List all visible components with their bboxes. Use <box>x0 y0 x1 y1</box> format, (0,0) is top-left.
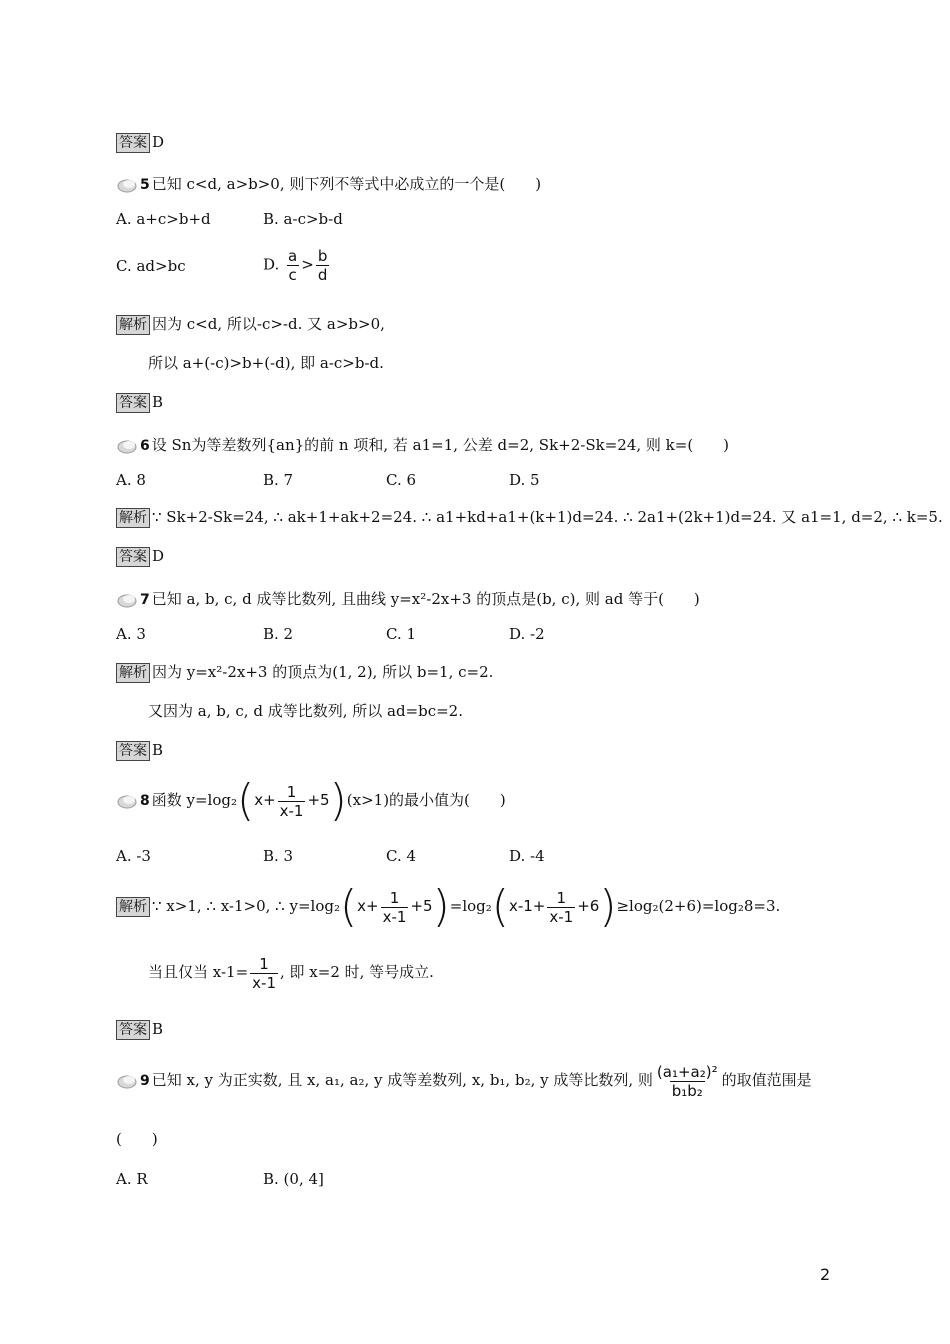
analysis-text-pre: ∵ x>1, ∴ x-1>0, ∴ y=log₂ <box>152 897 340 915</box>
analysis-tag: 解析 <box>116 663 150 683</box>
expr-part: +6 <box>577 897 600 915</box>
analysis-q6 <box>116 506 943 528</box>
answer-row-q6 <box>116 545 164 567</box>
question-9-paren: ( ) <box>116 1130 158 1148</box>
fraction-b-over-d: $\frac{b}{d}$ <box>317 247 328 284</box>
right-paren: ) <box>432 881 450 932</box>
analysis-tag: 解析 <box>116 508 150 528</box>
answer-value: B <box>152 393 164 411</box>
analysis-tag: 解析 <box>116 315 150 335</box>
question-5-stem <box>116 173 541 196</box>
analysis-tag: 解析 <box>116 897 150 917</box>
option-b: B. 2 <box>263 625 294 643</box>
analysis-q5-line2: 所以 a+(-c)>b+(-d), 即 a-c>b-d. <box>148 354 384 372</box>
question-text: 设 Sn为等差数列{an}的前 n 项和, 若 a1=1, 公差 d=2, Sk+2-Sk=24, 则 k=( ) <box>151 436 730 454</box>
expr-part: x+ <box>254 791 276 809</box>
greater-sign: > <box>301 255 314 274</box>
option-a: A. 3 <box>116 625 146 643</box>
answer-row-q7 <box>116 739 163 761</box>
expr-part: x+ <box>357 897 379 915</box>
question-number: 8 <box>140 793 150 809</box>
answer-tag: 答案 <box>116 133 150 153</box>
analysis-q7-line2: 又因为 a, b, c, d 成等比数列, 所以 ad=bc=2. <box>148 702 463 720</box>
analysis-text-post: , 即 x=2 时, 等号成立. <box>280 963 434 981</box>
option-d <box>263 247 331 284</box>
fraction-1-over-x-1: $\frac{1}{x-1}$ <box>549 888 574 926</box>
question-number: 7 <box>140 592 150 608</box>
fraction-a-over-c: $\frac{a}{c}$ <box>288 247 298 284</box>
question-number: 5 <box>140 177 150 193</box>
question-8-stem <box>116 775 506 826</box>
option-d: D. -2 <box>509 625 545 643</box>
expr-part: +5 <box>307 791 330 809</box>
fraction-1-over-x-1: $\frac{1}{x-1}$ <box>382 888 407 926</box>
question-9-stem <box>116 1058 812 1103</box>
option-c: C. 1 <box>386 625 417 643</box>
question-badge-icon <box>116 793 138 809</box>
analysis-q7-line1 <box>116 661 493 683</box>
option-a: A. -3 <box>116 847 151 865</box>
question-badge-icon <box>116 1073 138 1089</box>
analysis-text-mid: =log₂ <box>449 897 492 915</box>
question-text-post: (x>1)的最小值为( ) <box>346 791 506 809</box>
option-b: B. a-c>b-d <box>263 210 343 228</box>
answer-tag: 答案 <box>116 547 150 567</box>
page-number: 2 <box>820 1265 831 1284</box>
left-paren: ( <box>339 881 358 932</box>
analysis-q8-line2 <box>148 950 434 994</box>
option-b: B. (0, 4] <box>263 1170 324 1188</box>
fraction-1-over-x-1: $\frac{1}{x-1}$ <box>279 782 304 820</box>
question-badge-icon <box>116 592 138 608</box>
analysis-text: 因为 c<d, 所以-c>-d. 又 a>b>0, <box>152 315 385 333</box>
option-d: D. 5 <box>509 471 540 489</box>
question-text-post: 的取值范围是 <box>721 1071 812 1089</box>
right-paren: ) <box>599 881 617 932</box>
answer-tag: 答案 <box>116 393 150 413</box>
analysis-text: ∵ Sk+2-Sk=24, ∴ ak+1+ak+2=24. ∴ a1+kd+a1+(k+1)d=24. ∴ 2a1+(2k+1)d=24. 又 a1=1, d=2, ∴ k=5. <box>152 508 943 526</box>
option-d: D. -4 <box>509 847 545 865</box>
answer-value: D <box>152 547 165 565</box>
question-badge-icon <box>116 438 138 454</box>
analysis-q5-line1 <box>116 313 385 335</box>
answer-value: B <box>152 1020 164 1038</box>
expr-part: +5 <box>410 897 433 915</box>
analysis-text-post: ≥log₂(2+6)=log₂8=3. <box>616 897 781 915</box>
answer-value: B <box>152 741 164 759</box>
question-6-stem <box>116 434 729 457</box>
option-c: C. 4 <box>386 847 417 865</box>
option-a: A. R <box>116 1170 148 1188</box>
question-7-stem <box>116 588 700 611</box>
option-a: A. a+c>b+d <box>116 210 211 228</box>
question-number: 6 <box>140 438 150 454</box>
question-text-pre: 函数 y=log₂ <box>151 791 238 809</box>
left-paren: ( <box>491 881 509 932</box>
left-paren: ( <box>237 775 255 826</box>
option-b: B. 7 <box>263 471 294 489</box>
question-text-pre: 已知 x, y 为正实数, 且 x, a₁, a₂, y 成等差数列, x, b₁, b₂, y 成等比数列, 则 <box>151 1071 653 1089</box>
answer-row-q4 <box>116 131 164 153</box>
right-paren: ) <box>329 775 347 826</box>
fraction-1-over-x-1: $\frac{1}{x-1}$ <box>252 954 276 992</box>
fraction-sum-squared-over-product: $\frac{\text{(a₁+a₂)²}}{\text{b₁b₂}}$ <box>656 1062 718 1100</box>
answer-tag: 答案 <box>116 1020 150 1040</box>
option-d-label: D. <box>263 255 280 274</box>
option-b: B. 3 <box>263 847 294 865</box>
option-a: A. 8 <box>116 471 146 489</box>
analysis-text: 因为 y=x²-2x+3 的顶点为(1, 2), 所以 b=1, c=2. <box>152 663 494 681</box>
option-c: C. 6 <box>386 471 417 489</box>
question-text: 已知 c<d, a>b>0, 则下列不等式中必成立的一个是( ) <box>151 175 542 193</box>
answer-row-q8 <box>116 1018 163 1040</box>
analysis-text-pre: 当且仅当 x-1= <box>148 963 249 981</box>
expr-part: x-1+ <box>508 897 546 915</box>
answer-value: D <box>152 133 165 151</box>
analysis-q8-line1 <box>116 881 781 932</box>
question-badge-icon <box>116 177 138 193</box>
answer-tag: 答案 <box>116 741 150 761</box>
question-text: 已知 a, b, c, d 成等比数列, 且曲线 y=x²-2x+3 的顶点是(b, c), 则 ad 等于( ) <box>151 590 700 608</box>
option-c: C. ad>bc <box>116 257 186 275</box>
question-number: 9 <box>140 1073 150 1089</box>
answer-row-q5 <box>116 391 163 413</box>
